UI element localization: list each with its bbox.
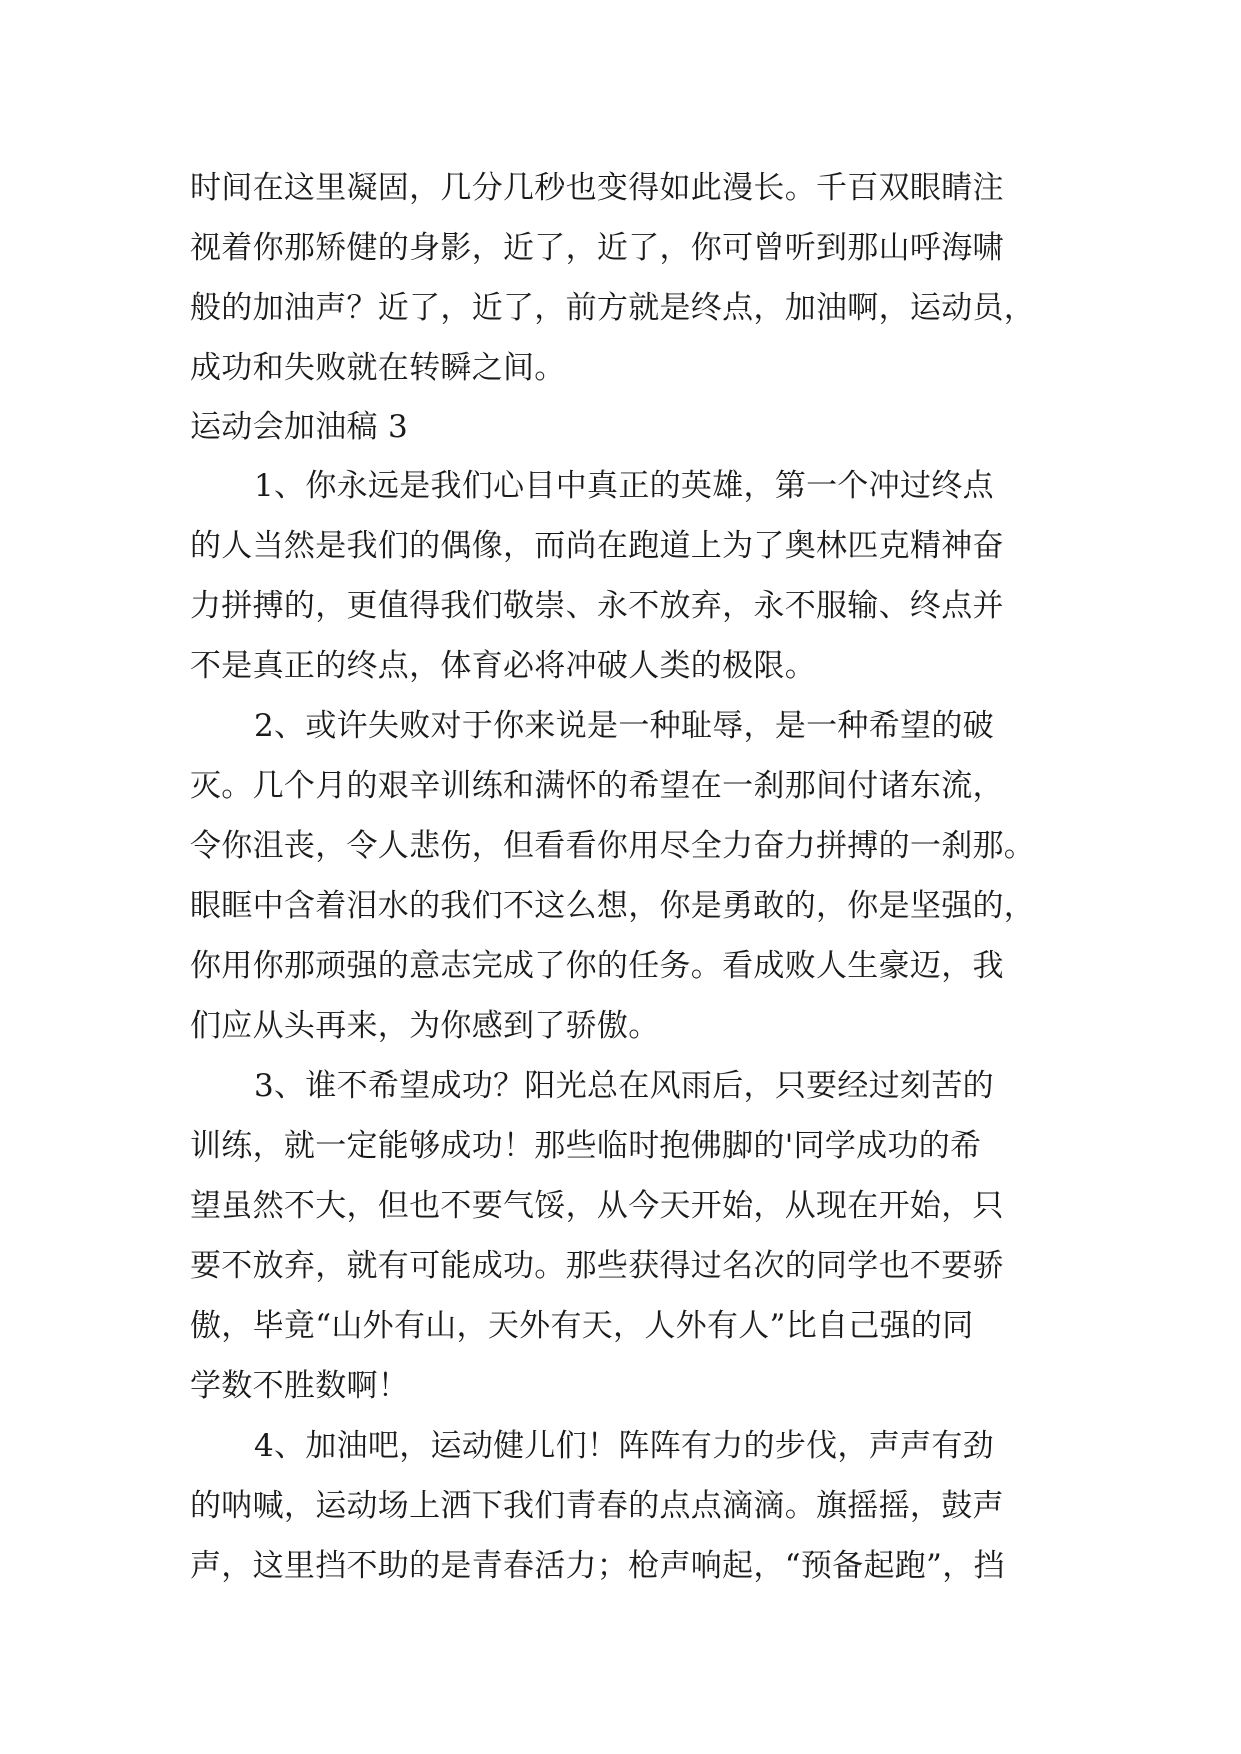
document-body (190, 158, 1050, 1596)
text-line: 不是真正的终点，体育必将冲破人类的极限。 (190, 648, 816, 684)
text-line: 学数不胜数啊！ (190, 1368, 410, 1404)
text-line: 令你沮丧，令人悲伤，但看看你用尽全力奋力拼搏的一刹那。 (190, 828, 1036, 864)
section-heading: 运动会加油稿 3 (190, 409, 408, 445)
paragraph-first-line: 1、你永远是我们心目中真正的英雄，第一个冲过终点 (254, 468, 994, 504)
text-line: 傲，毕竟“山外有山，天外有天，人外有人”比自己强的同 (190, 1308, 974, 1344)
text-line: 训练，就一定能够成功！那些临时抱佛脚的'同学成功的希 (190, 1128, 982, 1164)
text-line: 般的加油声？近了，近了，前方就是终点，加油啊，运动员， (190, 290, 1036, 326)
text-line: 的呐喊，运动场上洒下我们青春的点点滴滴。旗摇摇，鼓声 (190, 1488, 1004, 1524)
text-line: 们应从头再来，为你感到了骄傲。 (190, 1008, 660, 1044)
text-line: 灭。几个月的艰辛训练和满怀的希望在一刹那间付诸东流， (190, 768, 1004, 804)
paragraph-first-line: 4、加油吧，运动健儿们！阵阵有力的步伐，声声有劲 (254, 1428, 994, 1464)
paragraph-first-line: 2、或许失败对于你来说是一种耻辱，是一种希望的破 (254, 708, 994, 744)
text-line: 视着你那矫健的身影，近了，近了，你可曾听到那山呼海啸 (190, 230, 1004, 266)
text-line: 的人当然是我们的偶像，而尚在跑道上为了奥林匹克精神奋 (190, 528, 1004, 564)
text-line: 眼眶中含着泪水的我们不这么想，你是勇敢的，你是坚强的， (190, 888, 1036, 924)
text-line: 望虽然不大，但也不要气馁，从今天开始，从现在开始，只 (190, 1188, 1004, 1224)
text-line: 要不放弃，就有可能成功。那些获得过名次的同学也不要骄 (190, 1248, 1004, 1284)
text-line: 成功和失败就在转瞬之间。 (190, 350, 566, 386)
paragraph-first-line: 3、谁不希望成功？阳光总在风雨后，只要经过刻苦的 (254, 1068, 994, 1104)
text-line: 力拼搏的，更值得我们敬崇、永不放弃，永不服输、终点并 (190, 588, 1004, 624)
text-line: 你用你那顽强的意志完成了你的任务。看成败人生豪迈，我 (190, 948, 1004, 984)
text-line: 时间在这里凝固，几分几秒也变得如此漫长。千百双眼睛注 (190, 170, 1004, 206)
text-line: 声，这里挡不助的是青春活力；枪声响起，“预备起跑”，挡 (190, 1548, 1005, 1584)
